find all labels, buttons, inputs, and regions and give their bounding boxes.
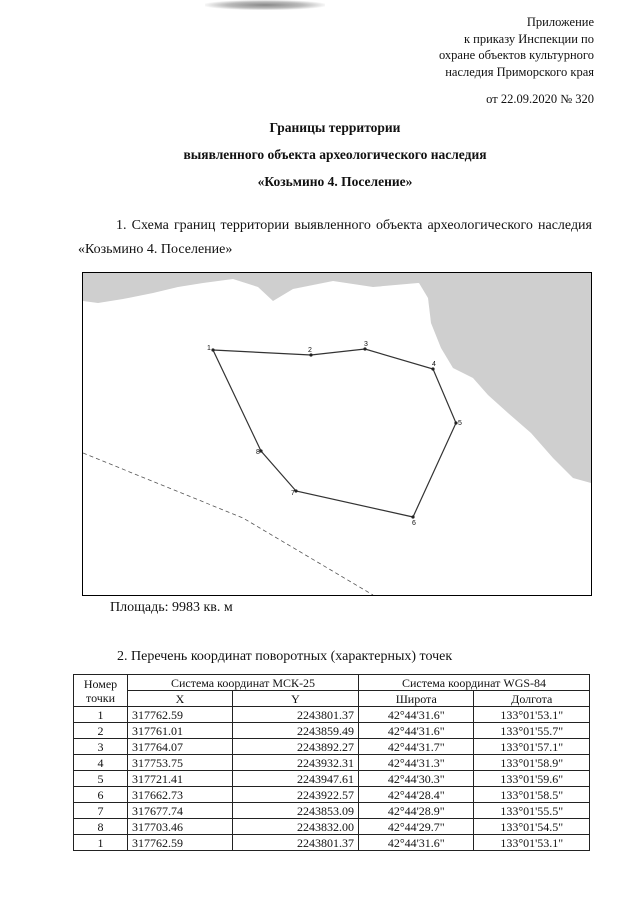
- cell-y: 2243801.37: [232, 835, 358, 851]
- cell-y: 2243859.49: [232, 723, 358, 739]
- cell-y: 2243853.09: [232, 803, 358, 819]
- point-label-1: 1: [207, 345, 211, 352]
- boundary-map-svg: [83, 273, 591, 595]
- cell-lon: 133°01'53.1": [474, 835, 590, 851]
- dashed-road: [83, 453, 373, 595]
- cell-lon: 133°01'59.6": [474, 771, 590, 787]
- header-msk: Система координат МСК-25: [128, 675, 359, 691]
- cell-lon: 133°01'55.7": [474, 723, 590, 739]
- cell-y: 2243932.31: [232, 755, 358, 771]
- cell-lon: 133°01'55.5": [474, 803, 590, 819]
- cell-number: 8: [74, 819, 128, 835]
- area-text: Площадь: 9983 кв. м: [110, 600, 233, 615]
- cell-x: 317703.46: [128, 819, 233, 835]
- appendix-line: к приказу Инспекции по: [463, 31, 594, 46]
- point-label-3: 3: [364, 341, 368, 348]
- appendix-line: Приложение: [526, 15, 594, 29]
- document-title-line-3: «Козьмино 4. Поселение»: [257, 174, 413, 189]
- cell-lat: 42°44'31.7": [359, 739, 474, 755]
- cell-lat: 42°44'28.9": [359, 803, 474, 819]
- section-1-text: 1. Схема границ территории выявленного объекта археологического наследия «Козьмино 4. Поселение»: [78, 218, 592, 257]
- boundary-map: [82, 272, 592, 596]
- header-y: Y: [232, 691, 358, 707]
- cell-number: 1: [74, 835, 128, 851]
- cell-x: 317662.73: [128, 787, 233, 803]
- appendix-block: [374, 14, 594, 80]
- boundary-polygon: [213, 349, 456, 517]
- cell-x: 317762.59: [128, 707, 233, 723]
- table-row: [74, 723, 590, 739]
- header-number-line: Номер: [83, 676, 118, 691]
- cell-x: 317753.75: [128, 755, 233, 771]
- point-label-8: 8: [256, 449, 260, 456]
- appendix-line: охране объектов культурного: [438, 48, 594, 62]
- header-wgs: Система координат WGS-84: [359, 675, 590, 691]
- table-row: [74, 739, 590, 755]
- header-x: X: [128, 691, 233, 707]
- cell-y: 2243892.27: [232, 739, 358, 755]
- cell-lat: 42°44'29.7": [359, 819, 474, 835]
- point-label-7: 7: [291, 490, 295, 497]
- cell-number: 3: [74, 739, 128, 755]
- cell-number: 7: [74, 803, 128, 819]
- cell-y: 2243832.00: [232, 819, 358, 835]
- document-title-line-2: выявленного объекта археологического наследия: [183, 147, 487, 162]
- cell-number: 6: [74, 787, 128, 803]
- point-markers: [211, 347, 457, 518]
- header-lat: Широта: [359, 691, 474, 707]
- table-row: [74, 803, 590, 819]
- point-marker: [211, 348, 214, 351]
- section-2-text: 2. Перечень координат поворотных (характерных) точек: [117, 649, 453, 664]
- cell-y: 2243922.57: [232, 787, 358, 803]
- cell-lat: 42°44'31.3": [359, 755, 474, 771]
- table-row: [74, 755, 590, 771]
- cell-lon: 133°01'57.1": [474, 739, 590, 755]
- table-row: [74, 707, 590, 723]
- appendix-line: наследия Приморского края: [445, 64, 594, 79]
- cell-lon: 133°01'53.1": [474, 707, 590, 723]
- cell-lat: 42°44'28.4": [359, 787, 474, 803]
- table-row: [74, 819, 590, 835]
- cell-x: 317762.59: [128, 835, 233, 851]
- header-point-number: [74, 675, 128, 707]
- table-header-row: [74, 675, 590, 691]
- table-row: [74, 787, 590, 803]
- cell-lat: 42°44'30.3": [359, 771, 474, 787]
- scan-shadow: [205, 0, 325, 10]
- header-lon: Долгота: [474, 691, 590, 707]
- point-marker: [411, 515, 414, 518]
- point-label-5: 5: [458, 420, 462, 427]
- cell-x: 317764.07: [128, 739, 233, 755]
- cell-lon: 133°01'58.9": [474, 755, 590, 771]
- table-row: [74, 835, 590, 851]
- land-right: [413, 273, 591, 483]
- cell-y: 2243947.61: [232, 771, 358, 787]
- cell-number: 2: [74, 723, 128, 739]
- document-title-line-1: Границы территории: [269, 120, 401, 135]
- table-row: [74, 771, 590, 787]
- coordinates-table: [73, 674, 590, 851]
- cell-lon: 133°01'54.5": [474, 819, 590, 835]
- cell-number: 5: [74, 771, 128, 787]
- cell-x: 317721.41: [128, 771, 233, 787]
- table-subheader-row: [74, 691, 590, 707]
- cell-number: 1: [74, 707, 128, 723]
- cell-lon: 133°01'58.5": [474, 787, 590, 803]
- cell-lat: 42°44'31.6": [359, 707, 474, 723]
- point-label-6: 6: [412, 520, 416, 527]
- cell-x: 317761.01: [128, 723, 233, 739]
- cell-number: 4: [74, 755, 128, 771]
- point-label-4: 4: [432, 361, 436, 368]
- cell-x: 317677.74: [128, 803, 233, 819]
- order-reference: от 22.09.2020 № 320: [486, 92, 594, 106]
- cell-lat: 42°44'31.6": [359, 835, 474, 851]
- point-label-2: 2: [308, 347, 312, 354]
- header-number-line: точки: [85, 690, 116, 705]
- cell-y: 2243801.37: [232, 707, 358, 723]
- cell-lat: 42°44'31.6": [359, 723, 474, 739]
